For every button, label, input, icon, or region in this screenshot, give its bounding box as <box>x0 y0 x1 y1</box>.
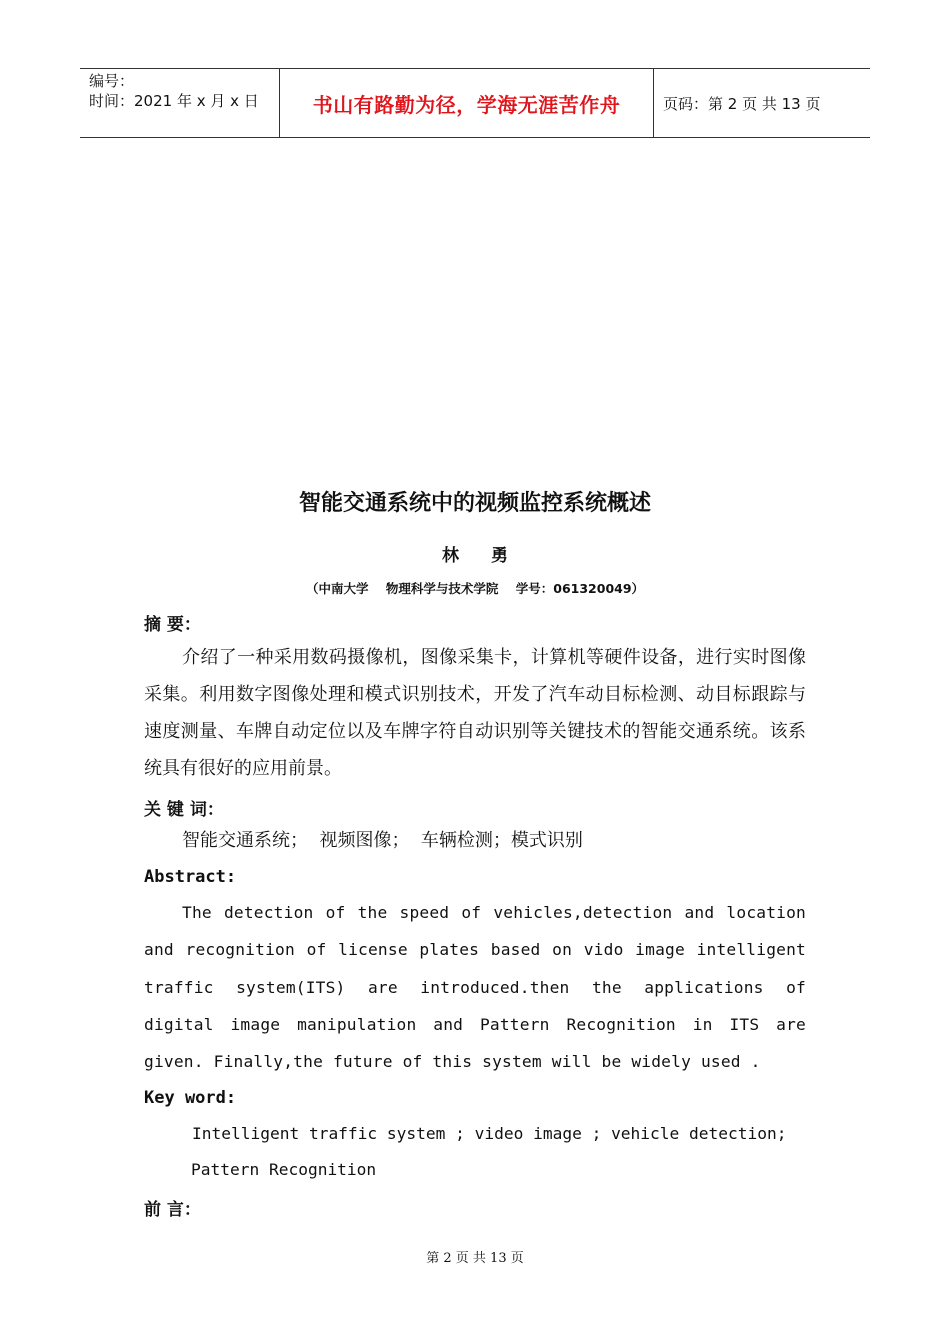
abstract-en-body: The detection of the speed of vehicles,detection and location and recognition of license plates based on vido image intelligent traffic system(ITS) are introduced.then the applications of digital image manipulation and Pattern Recognition in ITS are given. Finally,the future of this system will be widely used . <box>144 903 806 1072</box>
abstract-cn-heading: 摘 要： <box>144 615 201 635</box>
article-title: 智能交通系统中的视频监控系统概述 <box>298 491 651 516</box>
article-affiliation: （中南大学 物理科学与技术学院 学号：061320049） <box>305 581 645 596</box>
page-footer: 第 2 页 共 13 页 <box>426 1251 524 1266</box>
header-motto: 书山有路勤为径，学海无涯苦作舟 <box>280 69 654 137</box>
number-label: 编号： <box>89 72 135 90</box>
abstract-cn-body: 介绍了一种采用数码摄像机，图像采集卡，计算机等硬件设备，进行实时图像采集。利用数字图像处理和模式识别技术，开发了汽车动目标检测、动目标跟踪与速度测量、车牌自动定位以及车牌字符自动识别等关键技术的智能交通系统。该系统具有很好的应用前景。 <box>144 647 806 779</box>
page-header <box>80 68 870 138</box>
keywords-en-line1: Intelligent traffic system ; video image ; vehicle detection; <box>192 1124 787 1143</box>
abstract-en-heading: Abstract: <box>144 867 237 887</box>
time-label: 时间：2021 年 x 月 x 日 <box>89 92 259 110</box>
keywords-en-heading: Key word: <box>144 1088 237 1108</box>
preface-heading: 前 言： <box>144 1200 201 1220</box>
header-page-label: 页码：第 2 页 共 13 页 <box>663 94 821 113</box>
header-meta <box>80 69 280 137</box>
article-author: 林 勇 <box>442 546 508 566</box>
keywords-cn-body: 智能交通系统； 视频图像； 车辆检测；模式识别 <box>182 830 583 851</box>
keywords-cn-heading: 关 键 词： <box>144 800 224 820</box>
keywords-en-line2: Pattern Recognition <box>191 1160 377 1179</box>
